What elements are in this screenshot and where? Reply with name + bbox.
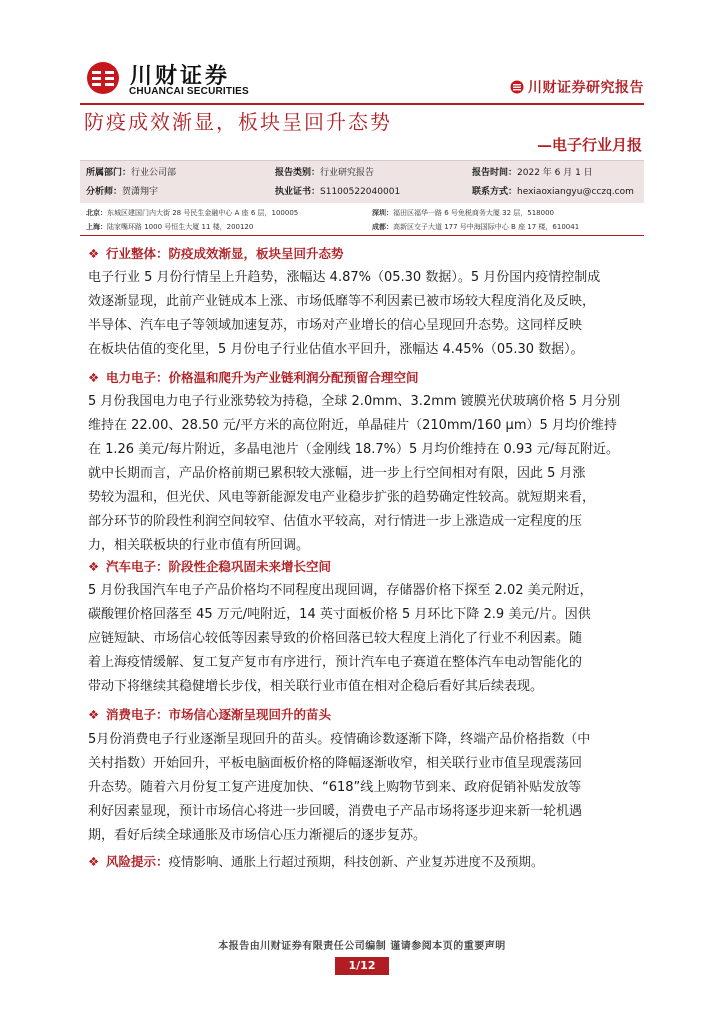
address-shenzhen-text: 福田区福华一路 6 号免税商务大厦 32 层，518000 — [393, 209, 554, 217]
paragraph-line: 5月份消费电子行业逐渐呈现回升的苗头。疫情确诊数逐渐下降，终端产品价格指数（中 — [88, 732, 591, 747]
address-shenzhen-label: 深圳： — [372, 209, 393, 217]
info-row — [80, 182, 644, 202]
address-chengdu-text: 高新区交子大道 177 号中海国际中心 B 座 17 楼，610041 — [393, 223, 580, 231]
contact-field — [472, 182, 634, 202]
paragraph-line: 力，相关联板块的行业市值有所回调。 — [88, 538, 310, 553]
paragraph-line: 关村指数）开始回升，平板电脑面板价格的降幅逐渐收窄，相关联行业市值呈现震荡回 — [88, 756, 583, 771]
section-heading-text: 电力电子：价格温和爬升为产业链利润分配预留合理空间 — [106, 370, 419, 385]
paragraph-line: 带动下将继续其稳健增长步伐，相关联行业市值在相对企稳后看好其后续表现。 — [88, 679, 544, 694]
address-chengdu-label: 成都： — [372, 223, 393, 231]
report-info-table — [80, 160, 644, 203]
diamond-bullet-icon: ❖ — [88, 707, 100, 722]
report-brand-label: 川财证券研究报告 — [528, 80, 644, 96]
paragraph-line: 利好因素显现，预计市场信心将进一步回暖，消费电子产品市场将逐步迎来新一轮机遇 — [88, 804, 583, 819]
paragraph-line: 5 月份我国电力电子行业涨势较为持稳，全球 2.0mm、3.2mm 镀膜光伏玻璃价格 5 月分别 — [88, 394, 621, 409]
company-name-cn: 川财证券 — [130, 64, 231, 89]
paragraph-line: 部分环节的阶段性利润空间较窄、估值水平较高，对行情进一步上涨造成一定程度的压 — [88, 514, 583, 529]
section-heading — [88, 244, 344, 262]
paragraph-line: 效逐渐显现，此前产业链成本上涨、市场低靡等不利因素已被市场较大程度消化及反映， — [88, 294, 596, 309]
contact-label: 联系方式： — [472, 187, 518, 197]
date-value: 2022 年 6 月 1 日 — [517, 168, 593, 178]
report-brand — [510, 77, 644, 97]
section-heading-text: 消费电子：市场信心逐渐呈现回升的苗头 — [106, 707, 332, 722]
address-shanghai-text: 陆家嘴环路 1000 号恒生大厦 11 楼，200120 — [107, 223, 254, 231]
paragraph-line: 着上海疫情缓解、复工复产复市有序进行，预计汽车电子赛道在整体汽车电动智能化的 — [88, 655, 583, 670]
license-field — [275, 182, 400, 202]
section-heading-text: 汽车电子：阶段性企稳巩固未来增长空间 — [106, 559, 332, 574]
paragraph-line: 碳酸锂价格回落至 45 万元/吨附近，14 英寸面板价格 5 月环比下降 2.9 美元/片。因供 — [88, 607, 591, 622]
address-shenzhen — [372, 208, 554, 218]
license-label: 执业证书： — [275, 187, 321, 197]
date-label: 报告时间： — [472, 168, 518, 178]
diamond-bullet-icon: ❖ — [88, 854, 100, 869]
diamond-bullet-icon: ❖ — [88, 559, 100, 574]
paragraph-line: 势较为温和，但光伏、风电等新能源发电产业稳步扩张的趋势确定性较高。就短期来看， — [88, 490, 596, 505]
paragraph-line: 就中长期而言，产品价格前期已累积较大涨幅，进一步上行空间相对有限，因此 5 月涨 — [88, 466, 586, 481]
type-value: 行业研究报告 — [320, 168, 375, 178]
info-row — [80, 163, 644, 183]
section-paragraph — [88, 579, 636, 699]
type-field — [275, 163, 374, 183]
paragraph-line: 半导体、汽车电子等领域加速复苏，市场对产业增长的信心呈现回升态势。这同样反映 — [88, 318, 583, 333]
section-paragraph — [88, 390, 636, 558]
section-paragraph — [88, 266, 636, 362]
dept-value: 行业公司部 — [131, 168, 177, 178]
address-beijing-label: 北京： — [86, 209, 107, 217]
diamond-bullet-icon: ❖ — [88, 246, 100, 261]
analyst-field — [86, 182, 158, 202]
diamond-bullet-icon: ❖ — [88, 370, 100, 385]
paragraph-line: 期，看好后续全球通胀及市场信心压力渐褪后的逐步复苏。 — [88, 828, 427, 843]
address-divider — [80, 235, 644, 236]
paragraph-line: 应链短缺、市场信心较低等因素导致的价格回落已较大程度上消化了行业不利因素。随 — [88, 631, 583, 646]
analyst-value: 贺潇翔宇 — [122, 187, 159, 197]
risk-label: 风险提示： — [106, 854, 169, 869]
address-shanghai — [86, 222, 253, 232]
license-value: S1100522040001 — [320, 187, 401, 197]
paragraph-line: 维持在 22.00、28.50 元/平方米的高位附近，单晶硅片（210mm/160 μm）5 月均价维持 — [88, 418, 617, 433]
dept-label: 所属部门： — [86, 168, 132, 178]
address-beijing-text: 东城区建国门内大街 28 号民生金融中心 A 座 6 层，100005 — [107, 209, 299, 217]
section-heading-text: 行业整体：防疫成效渐显，板块呈回升态势 — [106, 246, 344, 261]
date-field — [472, 163, 593, 183]
paragraph-line: 5 月份我国汽车电子产品价格均不同程度出现回调，存储器价格下探至 2.02 美元附近， — [88, 583, 593, 598]
dept-field — [86, 163, 176, 183]
section-heading — [88, 368, 419, 386]
report-subtitle: —电子行业月报 — [536, 136, 642, 154]
header-divider — [80, 103, 644, 105]
contact-value: hexiaoxiangyu@cczq.com — [517, 187, 634, 197]
section-heading — [88, 557, 331, 575]
company-name-en: CHUANCAI SECURITIES — [129, 86, 249, 97]
address-beijing — [86, 208, 298, 218]
page-header — [80, 55, 644, 103]
paragraph-line: 电子行业 5 月份行情呈上升趋势，涨幅达 4.87%（05.30 数据）。5 月份国内疫情控制成 — [88, 270, 601, 285]
section-paragraph — [88, 728, 636, 848]
risk-text: 疫情影响、通胀上行超过预期，科技创新、产业复苏进度不及预期。 — [168, 854, 544, 869]
section-heading — [88, 705, 331, 723]
analyst-label: 分析师： — [86, 187, 123, 197]
paragraph-line: 升态势。随着六月份复工复产进度加快、“618”线上购物节到来、政府促销补贴发放等 — [88, 780, 582, 795]
paragraph-line: 在板块估值的变化里，5 月份电子行业估值水平回升，涨幅达 4.45%（05.30 数据）。 — [88, 342, 584, 357]
paragraph-line: 在 1.26 美元/每片附近，多晶电池片（金刚线 18.7%）5 月均价维持在 0.93 元/每瓦附近。 — [88, 442, 620, 457]
page-number: 1/12 — [335, 957, 389, 975]
type-label: 报告类别： — [275, 168, 321, 178]
company-logo-icon — [86, 61, 120, 95]
address-chengdu — [372, 222, 579, 232]
brand-mark-icon — [510, 80, 524, 94]
address-shanghai-label: 上海： — [86, 223, 107, 231]
footer-statement: 本报告由川财证券有限责任公司编制 谨请参阅本页的重要声明 — [218, 941, 506, 952]
risk-warning — [88, 852, 544, 870]
report-title: 防疫成效渐显，板块呈回升态势 — [84, 110, 392, 134]
